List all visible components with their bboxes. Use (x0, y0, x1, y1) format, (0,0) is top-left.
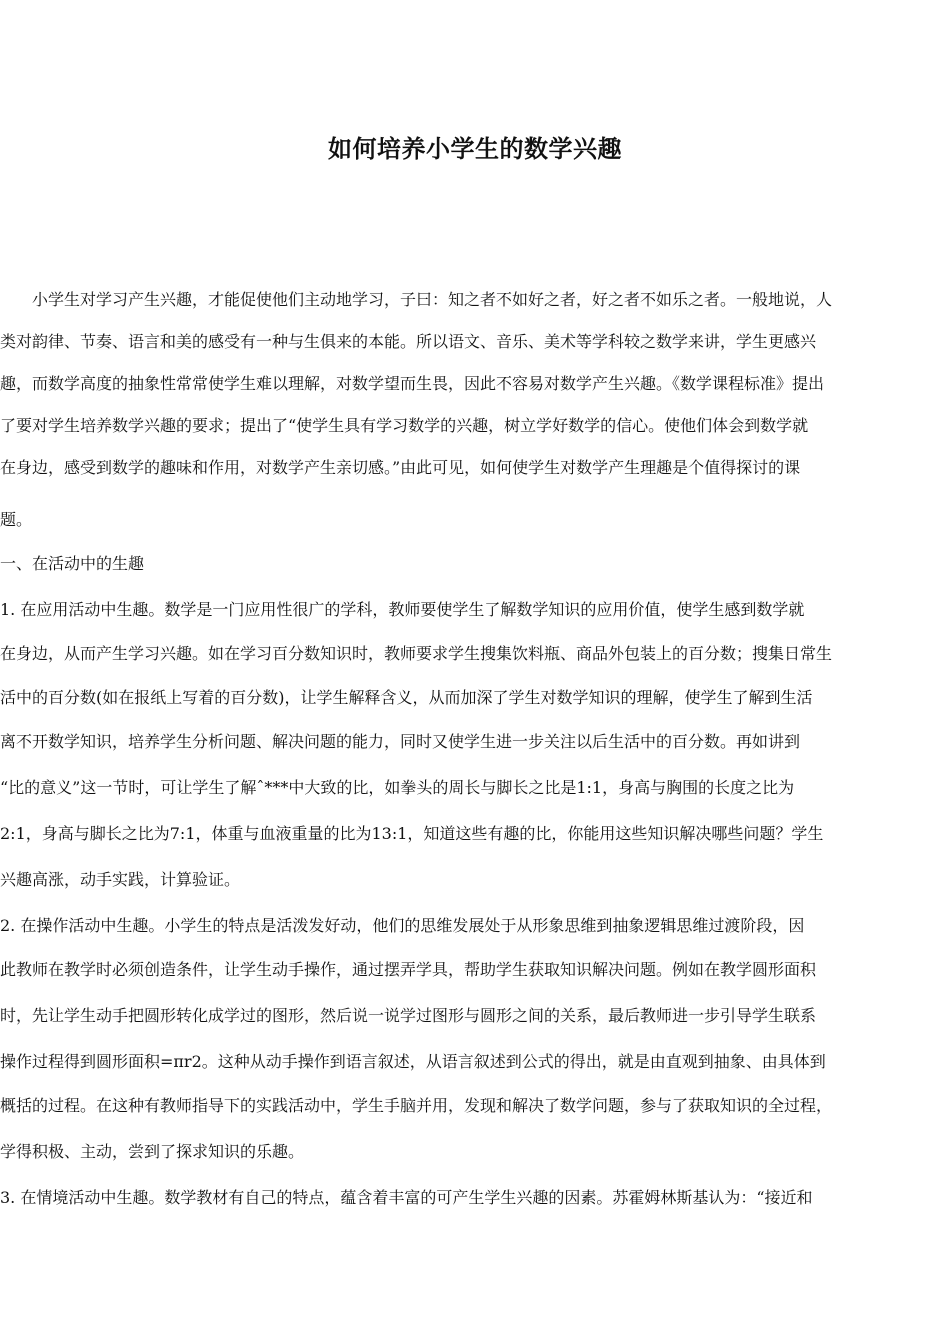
paragraph-line: 兴趣高涨，动手实践，计算验证。 (0, 870, 241, 889)
paragraph-line: 时，先让学生动手把圆形转化成学过的图形，然后说一说学过图形与圆形之间的关系，最后教师进一步引导学生联系 (0, 1006, 817, 1025)
document-title: 如何培养小学生的数学兴趣 (328, 134, 622, 163)
paragraph-line: 此教师在教学时必须创造条件，让学生动手操作，通过摆弄学具，帮助学生获取知识解决问题。例如在教学圆形面积 (0, 960, 817, 979)
paragraph-line: 2:1，身高与脚长之比为7:1，体重与血液重量的比为13:1，知道这些有趣的比，你能用这些知识解决哪些问题？学生 (0, 824, 824, 843)
paragraph-line: 3. 在情境活动中生趣。数学教材有自己的特点，蕴含着丰富的可产生学生兴趣的因素。苏霍姆林斯基认为：“接近和 (0, 1188, 813, 1207)
paragraph-line: 类对韵律、节奏、语言和美的感受有一种与生俱来的本能。所以语文、音乐、美术等学科较之数学来讲，学生更感兴 (0, 332, 817, 351)
paragraph-line: 趣，而数学高度的抽象性常常使学生难以理解，对数学望而生畏，因此不容易对数学产生兴趣。《数学课程标准》提出 (0, 374, 825, 393)
paragraph-line: 在身边，从而产生学习兴趣。如在学习百分数知识时，教师要求学生搜集饮料瓶、商品外包装上的百分数；搜集日常生 (0, 644, 833, 663)
paragraph-line: 离不开数学知识，培养学生分析问题、解决问题的能力，同时又使学生进一步关注以后生活中的百分数。再如讲到 (0, 732, 801, 751)
paragraph-line: 概括的过程。在这种有教师指导下的实践活动中，学生手脑并用，发现和解决了数学问题，参与了获取知识的全过程， (0, 1096, 833, 1115)
paragraph-line: 操作过程得到圆形面积=πr2。这种从动手操作到语言叙述，从语言叙述到公式的得出，就是由直观到抽象、由具体到 (0, 1052, 826, 1071)
paragraph-line: “比的意义”这一节时，可让学生了解ˆ***中大致的比，如拳头的周长与脚长之比是1:1，身高与胸围的长度之比为 (0, 778, 795, 797)
paragraph-line: 在身边，感受到数学的趣味和作用，对数学产生亲切感。”由此可见，如何使学生对数学产生理趣是个值得探讨的课 (0, 458, 801, 477)
paragraph-line: 了要对学生培养数学兴趣的要求；提出了“使学生具有学习数学的兴趣，树立学好数学的信心。使他们体会到数学就 (0, 416, 809, 435)
paragraph-line: 1. 在应用活动中生趣。数学是一门应用性很广的学科，教师要使学生了解数学知识的应用价值，使学生感到数学就 (0, 600, 805, 619)
paragraph-line: 学得积极、主动，尝到了探求知识的乐趣。 (0, 1142, 305, 1161)
paragraph-line: 小学生对学习产生兴趣，才能促使他们主动地学习，子曰：知之者不如好之者，好之者不如乐之者。一般地说，人 (0, 290, 833, 309)
paragraph-line: 活中的百分数(如在报纸上写着的百分数)，让学生解释含义，从而加深了学生对数学知识的理解，使学生了解到生活 (0, 688, 813, 707)
paragraph-line: 题。 (0, 510, 33, 529)
section-heading: 一、在活动中的生趣 (0, 554, 145, 573)
paragraph-line: 2. 在操作活动中生趣。小学生的特点是活泼发好动，他们的思维发展处于从形象思维到抽象逻辑思维过渡阶段，因 (0, 916, 805, 935)
